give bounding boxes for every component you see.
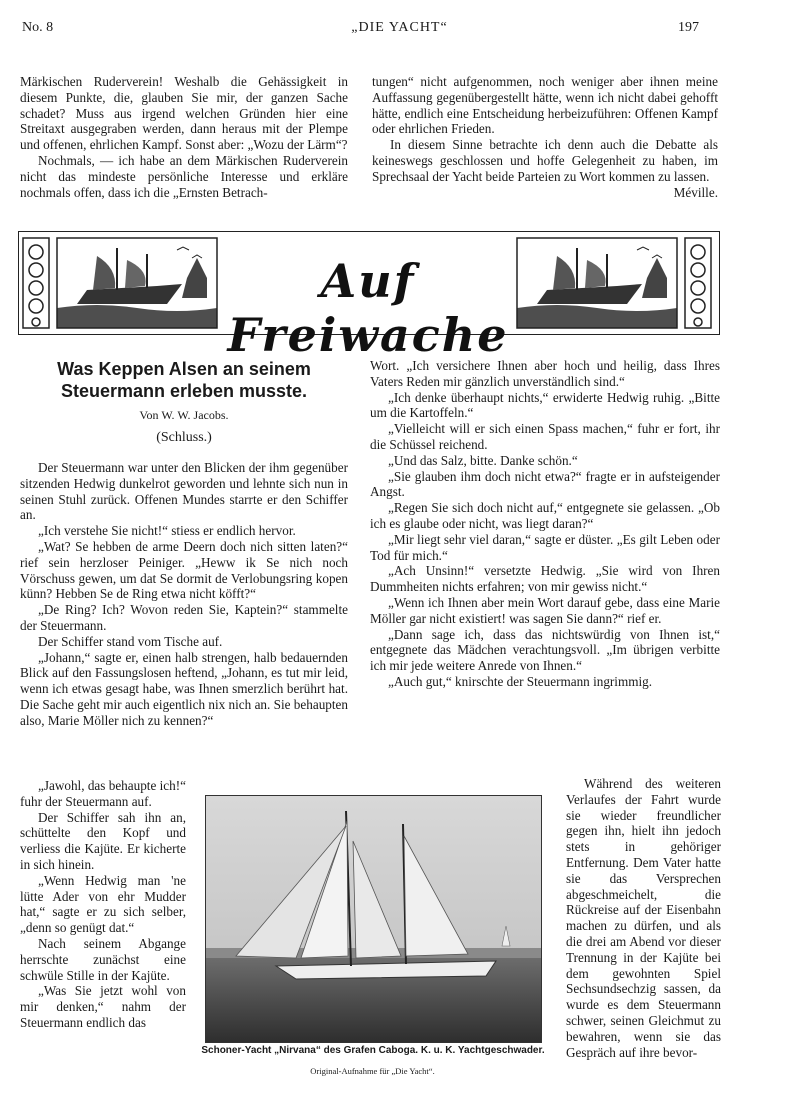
paragraph: Nochmals, — ich habe an dem Märkischen Ruderverein nicht das mindeste persönliche Interesse und erkläre nochmals offen, dass ich die „Ernsten Betrach- [20,152,348,200]
right-narrow-column [566,776,721,1060]
paragraph: „De Ring? Ich? Wovon reden Sie, Kaptein?“ stammelte der Steuermann. [20,602,348,633]
paragraph: Der Schiffer sah ihn an, schüttelte den Kopf und verliess die Kajüte. Er kicherte in sich hinein. [20,809,186,872]
paragraph: Der Schiffer stand vom Tische auf. [38,633,223,649]
paragraph: „Mir liegt sehr viel daran,“ sagte er düster. „Es gilt Leben oder Tod für mich.“ [370,531,720,563]
story-byline: Von W. W. Jacobs. [139,408,229,422]
ornament-right [685,238,711,328]
paragraph: „Regen Sie sich doch nicht auf,“ entgegnete sie gelassen. „Ob ich es glaube oder nicht, was liegt daran?“ [370,500,720,531]
top-right-column [372,74,718,200]
paragraph: „Dann sage ich, dass das nichtswürdig von Ihnen ist,“ entgegnete das Mädchen verachtungsvoll. „Im übrigen verbitte ich mir jede weitere Anrede von Ihnen.“ [370,626,720,674]
left-column [20,460,348,729]
paragraph: „Ich denke überhaupt nichts,“ erwiderte Hedwig ruhig. „Bitte um die Kartoffeln.“ [370,389,720,421]
section-banner [18,231,720,362]
paragraph: Der Steuermann war unter den Blicken der ihm gegenüber sitzenden Hedwig dunkelrot geworden und lehnte sich nun in seinen Stuhl zurück. Offenen Mundes starrte er den Schiffer an. [20,460,348,523]
issue-number: No. 8 [22,20,54,35]
photo-caption: Schoner-Yacht „Nirvana“ des Grafen Caboga. K. u. K. Yachtgeschwader. [201,1045,545,1056]
schooner-photo-icon [206,796,541,1042]
paragraph: „Wenn ich Ihnen aber mein Wort darauf gebe, dass eine Marie Möller gar nicht existiert! was sagen Sie dann?“ rief er. [370,594,720,626]
paragraph: „Was Sie jetzt wohl von mir denken,“ nahm der Steuermann endlich das [20,983,186,1030]
paragraph: „Wat? Se hebben de arme Deern doch nich sitten laten?“ rief sein herzloser Peiniger. „Heww ik Se nich noch Vörschuss gewen, um dat Se dormit de Verlobungsring kopen künn? Hebben Se de Ring etwa nicht köfft?“ [20,538,348,602]
paragraph: Während des weiteren Verlaufes der Fahrt wurde sie wieder freundlicher gegen ihn, hielt ihn jedoch stets in gehöriger Entfernung. Dem Vater hatte sie das Versprechen abgeschmeichelt, die Rückreise auf der Eisenbahn machen zu dürfen, und als die drei am Abend vor dieser Trennung in der Kajüte bei dem gewohnten Spiel Sechsundsechzig sassen, da wurde es dem Steuermann schwer, seinen Gleichmut zu bewahren, wenn sie das Gespräch auf ihre bevor- [566,776,721,1060]
photo-credit: Original-Aufnahme für „Die Yacht“. [310,1066,435,1076]
paragraph: Wort. „Ich versichere Ihnen aber hoch und heilig, dass Ihres Vaters Reden mir gänzlich unverständlich sind.“ [370,358,720,389]
ornament-left [23,238,49,328]
paragraph: „Sie glauben ihm doch nicht etwa?“ fragte er in aufsteigender Angst. [370,468,720,500]
left-narrow-column [20,778,186,1031]
paragraph: Nach seinem Abgange herrschte zunächst eine schwüle Stille in der Kajüte. [20,935,186,983]
journal-title: „DIE YACHT“ [351,20,448,35]
right-column [370,358,720,690]
paragraph: „Vielleicht will er sich einen Spass machen,“ fuhr er fort, ihr die Schüssel reichend. [370,421,720,452]
ship-icon [517,238,677,328]
paragraph: „Johann,“ sagte er, einen halb strengen, halb bedauernden Blick auf den Fassungslosen heftend, „Johann, es tut mir leid, wenn ich etwas gesagt habe, was Ihnen smerzlich berührt hat. Die Sache geht mir auch eigentlich nix nich an. Sie behaupten also, Marie Möller nich zu kennen?“ [20,649,348,728]
paragraph: „Ich verstehe Sie nicht!“ stiess er endlich hervor. [38,523,296,539]
signature: Méville. [673,184,718,200]
paragraph: „Ach Unsinn!“ versetzte Hedwig. „Sie wird von Ihren Dummheiten nichts erfahren; von mir gewiss nicht.“ [370,563,720,595]
paragraph: „Und das Salz, bitte. Danke schön.“ [388,452,578,468]
paragraph: Märkischen Ruderverein! Weshalb die Gehässigkeit in diesem Punkte, die, glauben Sie mir, der ganzen Sache schadet? Muss aus irgend welchen Gründen hier eine Streitaxt ausgegraben werden, dann heraus mit der Plempe und offenen, ehrlichen Kampf. Sonst aber: „Wozu der Lärm“? [20,74,348,153]
top-left-column [20,74,348,200]
paragraph: „Wenn Hedwig man 'ne lütte Ader von ehr Mudder hat,“ sagte er zu sich selber, „denn so genügt dat.“ [20,872,186,936]
page-number: 197 [678,20,699,35]
paragraph: „Jawohl, das behaupte ich!“ fuhr der Steuermann auf. [20,778,186,809]
paragraph: In diesem Sinne betrachte ich denn auch die Debatte als keineswegs geschlossen und hoffe Gelegenheit zu haben, im Sprechsaal der Yacht beide Parteien zu Wort kommen zu lassen. [372,137,718,184]
paragraph: tungen“ nicht aufgenommen, noch weniger aber ihnen meine Auffassung gegenübergestellt hätte, wenn ich nicht dabei gehofft hätte, endlich eine Entscheidung herbeizuführen: Offenen Kampf oder ehrlichen Frieden. [372,74,718,137]
paragraph: „Auch gut,“ knirschte der Steuermann ingrimmig. [388,673,653,689]
story-title: Was Keppen Alsen an seinem Steuermann erleben musste. [57,359,311,401]
story-part: (Schluss.) [156,430,212,445]
ship-icon [57,238,217,328]
yacht-photo [205,795,542,1043]
banner-title: Auf Freiwache [227,254,509,362]
